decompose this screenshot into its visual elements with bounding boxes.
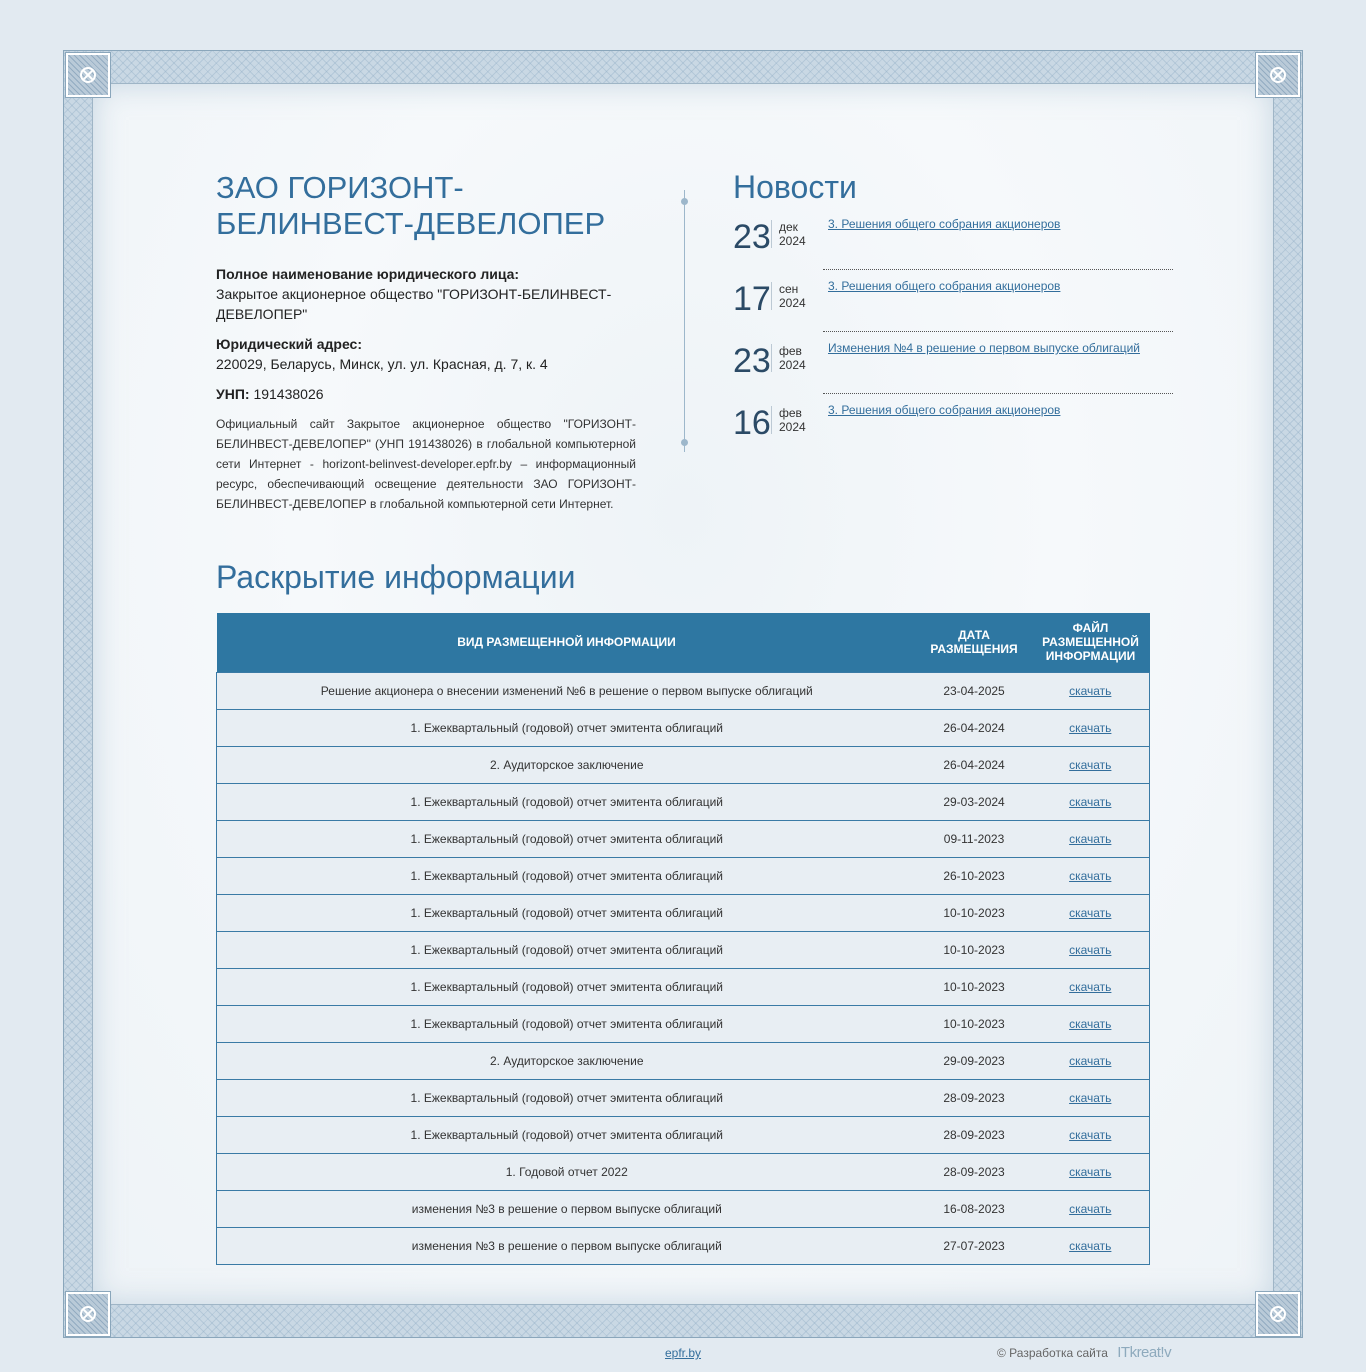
download-link[interactable]: скачать (1069, 683, 1112, 698)
download-link[interactable]: скачать (1069, 1201, 1112, 1216)
table-row (217, 968, 1150, 1005)
download-link[interactable]: скачать (1069, 942, 1112, 957)
vertical-divider (684, 190, 685, 452)
unp-value: 191438026 (253, 386, 324, 402)
news-link[interactable]: Изменения №4 в решение о первом выпуске облигаций (828, 341, 1140, 355)
full-name-label: Полное наименование юридического лица: (216, 266, 520, 282)
news-item (733, 216, 1173, 278)
row-type: 1. Ежеквартальный (годовой) отчет эмитента облигаций (217, 894, 917, 931)
news-month: дек (779, 220, 798, 234)
table-row (217, 672, 1150, 709)
news-month-year (771, 282, 806, 310)
row-type: изменения №3 в решение о первом выпуске облигаций (217, 1227, 917, 1264)
table-row (217, 857, 1150, 894)
news-link[interactable]: 3. Решения общего собрания акционеров (828, 279, 1061, 293)
row-file (1032, 820, 1150, 857)
company-title: ЗАО ГОРИЗОНТ-БЕЛИНВЕСТ-ДЕВЕЛОПЕР (216, 170, 606, 241)
row-file (1032, 968, 1150, 1005)
full-name-field (216, 264, 636, 324)
row-date: 09-11-2023 (917, 820, 1032, 857)
news-year: 2024 (779, 420, 806, 434)
row-file (1032, 1227, 1150, 1264)
download-link[interactable]: скачать (1069, 831, 1112, 846)
news-title: Новости (733, 169, 857, 205)
address-label: Юридический адрес: (216, 336, 362, 352)
row-date: 29-09-2023 (917, 1042, 1032, 1079)
row-file (1032, 783, 1150, 820)
table-row (217, 783, 1150, 820)
row-date: 26-10-2023 (917, 857, 1032, 894)
row-date: 26-04-2024 (917, 746, 1032, 783)
news-day: 23 (733, 218, 771, 256)
row-type: 1. Ежеквартальный (годовой) отчет эмитента облигаций (217, 1005, 917, 1042)
news-month: фев (779, 344, 802, 358)
disclosure-table (216, 613, 1150, 1265)
corner-ornament-icon (1256, 1292, 1300, 1336)
corner-ornament-icon (66, 53, 110, 97)
corner-ornament-icon (66, 1292, 110, 1336)
row-date: 26-04-2024 (917, 709, 1032, 746)
news-month: фев (779, 406, 802, 420)
table-row (217, 1042, 1150, 1079)
row-type: 2. Аудиторское заключение (217, 746, 917, 783)
company-description: Официальный сайт Закрытое акционерное общество "ГОРИЗОНТ-БЕЛИНВЕСТ-ДЕВЕЛОПЕР" (УНП 191438026) в глобальной компьютерной сети Интернет - horizont-belinvest-developer.epfr.by – информационный ресурс, обеспечивающий освещение деятельности ЗАО ГОРИЗОНТ-БЕЛИНВЕСТ-ДЕВЕЛОПЕР в глобальной компьютерной сети Интернет. (216, 417, 636, 511)
download-link[interactable]: скачать (1069, 1016, 1112, 1031)
header-type: ВИД РАЗМЕЩЕННОЙ ИНФОРМАЦИИ (217, 613, 917, 672)
news-day: 16 (733, 404, 771, 442)
download-link[interactable]: скачать (1069, 868, 1112, 883)
table-row (217, 746, 1150, 783)
download-link[interactable]: скачать (1069, 1090, 1112, 1105)
row-file (1032, 857, 1150, 894)
news-year: 2024 (779, 358, 806, 372)
row-type: 1. Ежеквартальный (годовой) отчет эмитента облигаций (217, 857, 917, 894)
news-day: 17 (733, 280, 771, 318)
download-link[interactable]: скачать (1069, 1127, 1112, 1142)
news-item (733, 402, 1173, 464)
table-row (217, 1005, 1150, 1042)
row-file (1032, 746, 1150, 783)
table-header-row (217, 613, 1150, 672)
footer-credit-text: © Разработка сайта (997, 1346, 1108, 1360)
news-separator (823, 393, 1173, 394)
full-name-value: Закрытое акционерное общество "ГОРИЗОНТ-БЕЛИНВЕСТ-ДЕВЕЛОПЕР" (216, 286, 612, 322)
news-section (733, 170, 1173, 464)
row-file (1032, 1079, 1150, 1116)
news-year: 2024 (779, 234, 806, 248)
table-row (217, 931, 1150, 968)
news-separator (823, 331, 1173, 332)
news-month-year (771, 344, 806, 372)
row-date: 29-03-2024 (917, 783, 1032, 820)
row-file (1032, 1116, 1150, 1153)
developer-logo[interactable]: ITkreat!v (1117, 1344, 1172, 1361)
download-link[interactable]: скачать (1069, 720, 1112, 735)
disclosure-title: Раскрытие информации (216, 559, 576, 595)
download-link[interactable]: скачать (1069, 905, 1112, 920)
table-row (217, 709, 1150, 746)
row-date: 10-10-2023 (917, 931, 1032, 968)
row-file (1032, 1190, 1150, 1227)
table-row (217, 1153, 1150, 1190)
corner-ornament-icon (1256, 53, 1300, 97)
row-file (1032, 894, 1150, 931)
news-month-year (771, 220, 806, 248)
row-file (1032, 931, 1150, 968)
footer-credit (997, 1344, 1171, 1362)
row-date: 16-08-2023 (917, 1190, 1032, 1227)
table-row (217, 1190, 1150, 1227)
row-type: 2. Аудиторское заключение (217, 1042, 917, 1079)
news-link[interactable]: 3. Решения общего собрания акционеров (828, 217, 1061, 231)
download-link[interactable]: скачать (1069, 757, 1112, 772)
download-link[interactable]: скачать (1069, 1053, 1112, 1068)
news-item (733, 278, 1173, 340)
company-info (216, 170, 636, 514)
download-link[interactable]: скачать (1069, 794, 1112, 809)
table-row (217, 1079, 1150, 1116)
download-link[interactable]: скачать (1069, 1238, 1112, 1253)
row-date: 27-07-2023 (917, 1227, 1032, 1264)
row-type: 1. Ежеквартальный (годовой) отчет эмитента облигаций (217, 931, 917, 968)
disclosure-table-wrap (216, 613, 1150, 1265)
news-day: 23 (733, 342, 771, 380)
row-type: 1. Ежеквартальный (годовой) отчет эмитента облигаций (217, 1079, 917, 1116)
row-type: Решение акционера о внесении изменений №6 в решение о первом выпуске облигаций (217, 672, 917, 709)
row-type: изменения №3 в решение о первом выпуске облигаций (217, 1190, 917, 1227)
table-row (217, 894, 1150, 931)
unp-field (216, 384, 636, 404)
download-link[interactable]: скачать (1069, 979, 1112, 994)
news-list (733, 216, 1173, 464)
footer-epfr-link[interactable]: epfr.by (665, 1346, 702, 1360)
row-type: 1. Годовой отчет 2022 (217, 1153, 917, 1190)
row-date: 10-10-2023 (917, 968, 1032, 1005)
header-file: ФАЙЛ РАЗМЕЩЕННОЙ ИНФОРМАЦИИ (1032, 613, 1150, 672)
header-date: ДАТА РАЗМЕЩЕНИЯ (917, 613, 1032, 672)
row-date: 28-09-2023 (917, 1079, 1032, 1116)
row-date: 10-10-2023 (917, 1005, 1032, 1042)
row-date: 23-04-2025 (917, 672, 1032, 709)
news-link[interactable]: 3. Решения общего собрания акционеров (828, 403, 1061, 417)
address-value: 220029, Беларусь, Минск, ул. ул. Красная, д. 7, к. 4 (216, 356, 548, 372)
row-file (1032, 1153, 1150, 1190)
row-date: 28-09-2023 (917, 1153, 1032, 1190)
row-type: 1. Ежеквартальный (годовой) отчет эмитента облигаций (217, 1116, 917, 1153)
news-month: сен (779, 282, 799, 296)
row-file (1032, 709, 1150, 746)
news-separator (823, 269, 1173, 270)
row-file (1032, 1042, 1150, 1079)
news-month-year (771, 406, 806, 434)
row-type: 1. Ежеквартальный (годовой) отчет эмитента облигаций (217, 709, 917, 746)
row-type: 1. Ежеквартальный (годовой) отчет эмитента облигаций (217, 968, 917, 1005)
row-file (1032, 1005, 1150, 1042)
row-date: 28-09-2023 (917, 1116, 1032, 1153)
table-row (217, 1116, 1150, 1153)
news-item (733, 340, 1173, 402)
row-file (1032, 672, 1150, 709)
download-link[interactable]: скачать (1069, 1164, 1112, 1179)
table-row (217, 820, 1150, 857)
row-type: 1. Ежеквартальный (годовой) отчет эмитента облигаций (217, 820, 917, 857)
unp-label: УНП: (216, 386, 250, 402)
news-year: 2024 (779, 296, 806, 310)
row-type: 1. Ежеквартальный (годовой) отчет эмитента облигаций (217, 783, 917, 820)
table-row (217, 1227, 1150, 1264)
address-field (216, 334, 636, 374)
row-date: 10-10-2023 (917, 894, 1032, 931)
